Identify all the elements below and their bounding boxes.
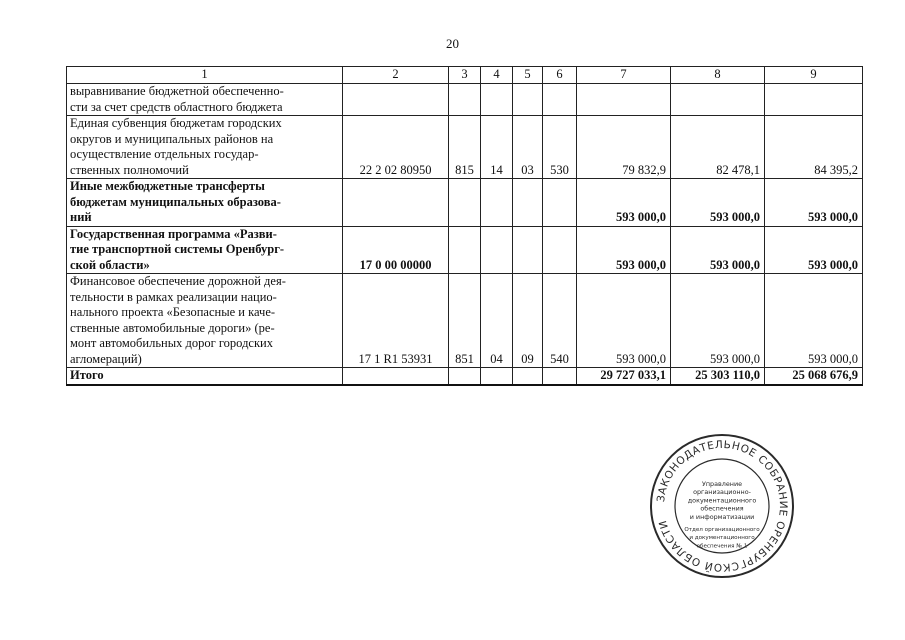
amount-col9-cell: 593 000,0 bbox=[765, 226, 863, 274]
expense-type-cell bbox=[543, 368, 577, 385]
expense-type-cell: 540 bbox=[543, 274, 577, 368]
item-name-cell bbox=[67, 226, 343, 274]
item-name-line: монт автомобильных дорог городских bbox=[70, 336, 273, 350]
expense-type-cell: 530 bbox=[543, 116, 577, 179]
subsection-code-cell: 03 bbox=[513, 116, 543, 179]
item-name-line: Финансовое обеспечение дорожной дея- bbox=[70, 274, 286, 288]
item-name-line: сти за счет средств областного бюджета bbox=[70, 99, 283, 114]
program-code-cell: 17 0 00 00000 bbox=[343, 226, 449, 274]
table-row bbox=[67, 226, 863, 274]
item-name-line: ственные автомобильные дороги» (ре- bbox=[70, 320, 275, 335]
ministry-code-cell bbox=[449, 179, 481, 227]
table-row bbox=[67, 84, 863, 116]
amount-col8-cell: 593 000,0 bbox=[671, 179, 765, 227]
ministry-code-cell: 851 bbox=[449, 274, 481, 368]
item-name-line: Единая субвенция бюджетам городских bbox=[70, 116, 282, 130]
header-cell: 8 bbox=[671, 67, 765, 84]
svg-text:Отдел организационного: Отдел организационного bbox=[684, 527, 760, 533]
amount-col9-cell: 84 395,2 bbox=[765, 116, 863, 179]
amount-col8-cell: 82 478,1 bbox=[671, 116, 765, 179]
item-name-line: тельности в рамках реализации нацио- bbox=[70, 289, 277, 304]
amount-col9-cell: 593 000,0 bbox=[765, 274, 863, 368]
header-cell: 1 bbox=[67, 67, 343, 84]
item-name-line: Государственная программа «Разви- bbox=[70, 226, 277, 241]
amount-col8-cell: 25 303 110,0 bbox=[671, 368, 765, 385]
table-row bbox=[67, 116, 863, 179]
item-name-cell bbox=[67, 274, 343, 368]
amount-col8-cell: 593 000,0 bbox=[671, 226, 765, 274]
expense-type-cell bbox=[543, 226, 577, 274]
header-cell: 5 bbox=[513, 67, 543, 84]
item-name-line: нального проекта «Безопасные и каче- bbox=[70, 305, 276, 319]
subsection-code-cell: 09 bbox=[513, 274, 543, 368]
amount-col7-cell: 29 727 033,1 bbox=[577, 368, 671, 385]
section-code-cell bbox=[481, 179, 513, 227]
svg-text:Управление: Управление bbox=[701, 480, 743, 488]
ministry-code-cell bbox=[449, 226, 481, 274]
amount-col9-cell bbox=[765, 84, 863, 116]
program-code-cell bbox=[343, 84, 449, 116]
item-name-line: бюджетам муниципальных образова- bbox=[70, 194, 281, 209]
amount-col9-cell: 593 000,0 bbox=[765, 179, 863, 227]
table-row bbox=[67, 274, 863, 368]
svg-text:и документационного: и документационного bbox=[689, 535, 755, 542]
item-name-cell bbox=[67, 116, 343, 179]
header-cell: 9 bbox=[765, 67, 863, 84]
header-cell: 4 bbox=[481, 67, 513, 84]
item-name-line: ственных полномочий bbox=[70, 162, 189, 177]
item-name-line: Итого bbox=[70, 368, 104, 382]
item-name-line: агломераций) bbox=[70, 351, 142, 366]
item-name-line: выравнивание бюджетной обеспеченно- bbox=[70, 84, 284, 98]
program-code-cell bbox=[343, 368, 449, 385]
svg-text:обеспечения № 1: обеспечения № 1 bbox=[696, 543, 748, 550]
item-name-line: тие транспортной системы Оренбург- bbox=[70, 242, 285, 256]
total-row bbox=[67, 368, 863, 385]
section-code-cell bbox=[481, 84, 513, 116]
header-row bbox=[67, 67, 863, 84]
subsection-code-cell bbox=[513, 368, 543, 385]
amount-col7-cell bbox=[577, 84, 671, 116]
official-seal-stamp bbox=[648, 432, 796, 580]
subsection-code-cell bbox=[513, 226, 543, 274]
amount-col7-cell: 593 000,0 bbox=[577, 226, 671, 274]
expense-type-cell bbox=[543, 84, 577, 116]
item-name-cell bbox=[67, 179, 343, 227]
program-code-cell: 17 1 R1 53931 bbox=[343, 274, 449, 368]
expense-type-cell bbox=[543, 179, 577, 227]
section-code-cell bbox=[481, 368, 513, 385]
svg-text:документационного: документационного bbox=[687, 496, 757, 505]
amount-col7-cell: 593 000,0 bbox=[577, 274, 671, 368]
subsection-code-cell bbox=[513, 84, 543, 116]
item-name-line: ской области» bbox=[70, 257, 150, 272]
item-name-cell bbox=[67, 368, 343, 385]
section-code-cell: 04 bbox=[481, 274, 513, 368]
page-number: 20 bbox=[446, 36, 459, 51]
amount-col8-cell: 593 000,0 bbox=[671, 274, 765, 368]
ministry-code-cell bbox=[449, 368, 481, 385]
item-name-line: округов и муниципальных районов на bbox=[70, 131, 274, 146]
section-code-cell bbox=[481, 226, 513, 274]
item-name-line: Иные межбюджетные трансферты bbox=[70, 179, 265, 193]
header-cell: 3 bbox=[449, 67, 481, 84]
svg-text:обеспечения: обеспечения bbox=[700, 504, 744, 513]
program-code-cell: 22 2 02 80950 bbox=[343, 116, 449, 179]
subsection-code-cell bbox=[513, 179, 543, 227]
item-name-line: ний bbox=[70, 210, 92, 224]
svg-text:и информатизации: и информатизации bbox=[689, 512, 755, 521]
table-row bbox=[67, 179, 863, 227]
amount-col7-cell: 593 000,0 bbox=[577, 179, 671, 227]
header-cell: 7 bbox=[577, 67, 671, 84]
svg-text:организационно-: организационно- bbox=[693, 488, 751, 497]
item-name-line: осуществление отдельных государ- bbox=[70, 147, 259, 161]
ministry-code-cell: 815 bbox=[449, 116, 481, 179]
section-code-cell: 14 bbox=[481, 116, 513, 179]
program-code-cell bbox=[343, 179, 449, 227]
item-name-cell bbox=[67, 84, 343, 116]
svg-text:ЗАКОНОДАТЕЛЬНОЕ СОБРАНИЕ ОРЕНБ: ЗАКОНОДАТЕЛЬНОЕ СОБРАНИЕ ОРЕНБУРГСКОЙ ОБЛАСТИ bbox=[655, 438, 790, 574]
header-cell: 6 bbox=[543, 67, 577, 84]
header-cell: 2 bbox=[343, 67, 449, 84]
amount-col8-cell bbox=[671, 84, 765, 116]
amount-col7-cell: 79 832,9 bbox=[577, 116, 671, 179]
ministry-code-cell bbox=[449, 84, 481, 116]
amount-col9-cell: 25 068 676,9 bbox=[765, 368, 863, 385]
budget-table bbox=[66, 66, 863, 386]
